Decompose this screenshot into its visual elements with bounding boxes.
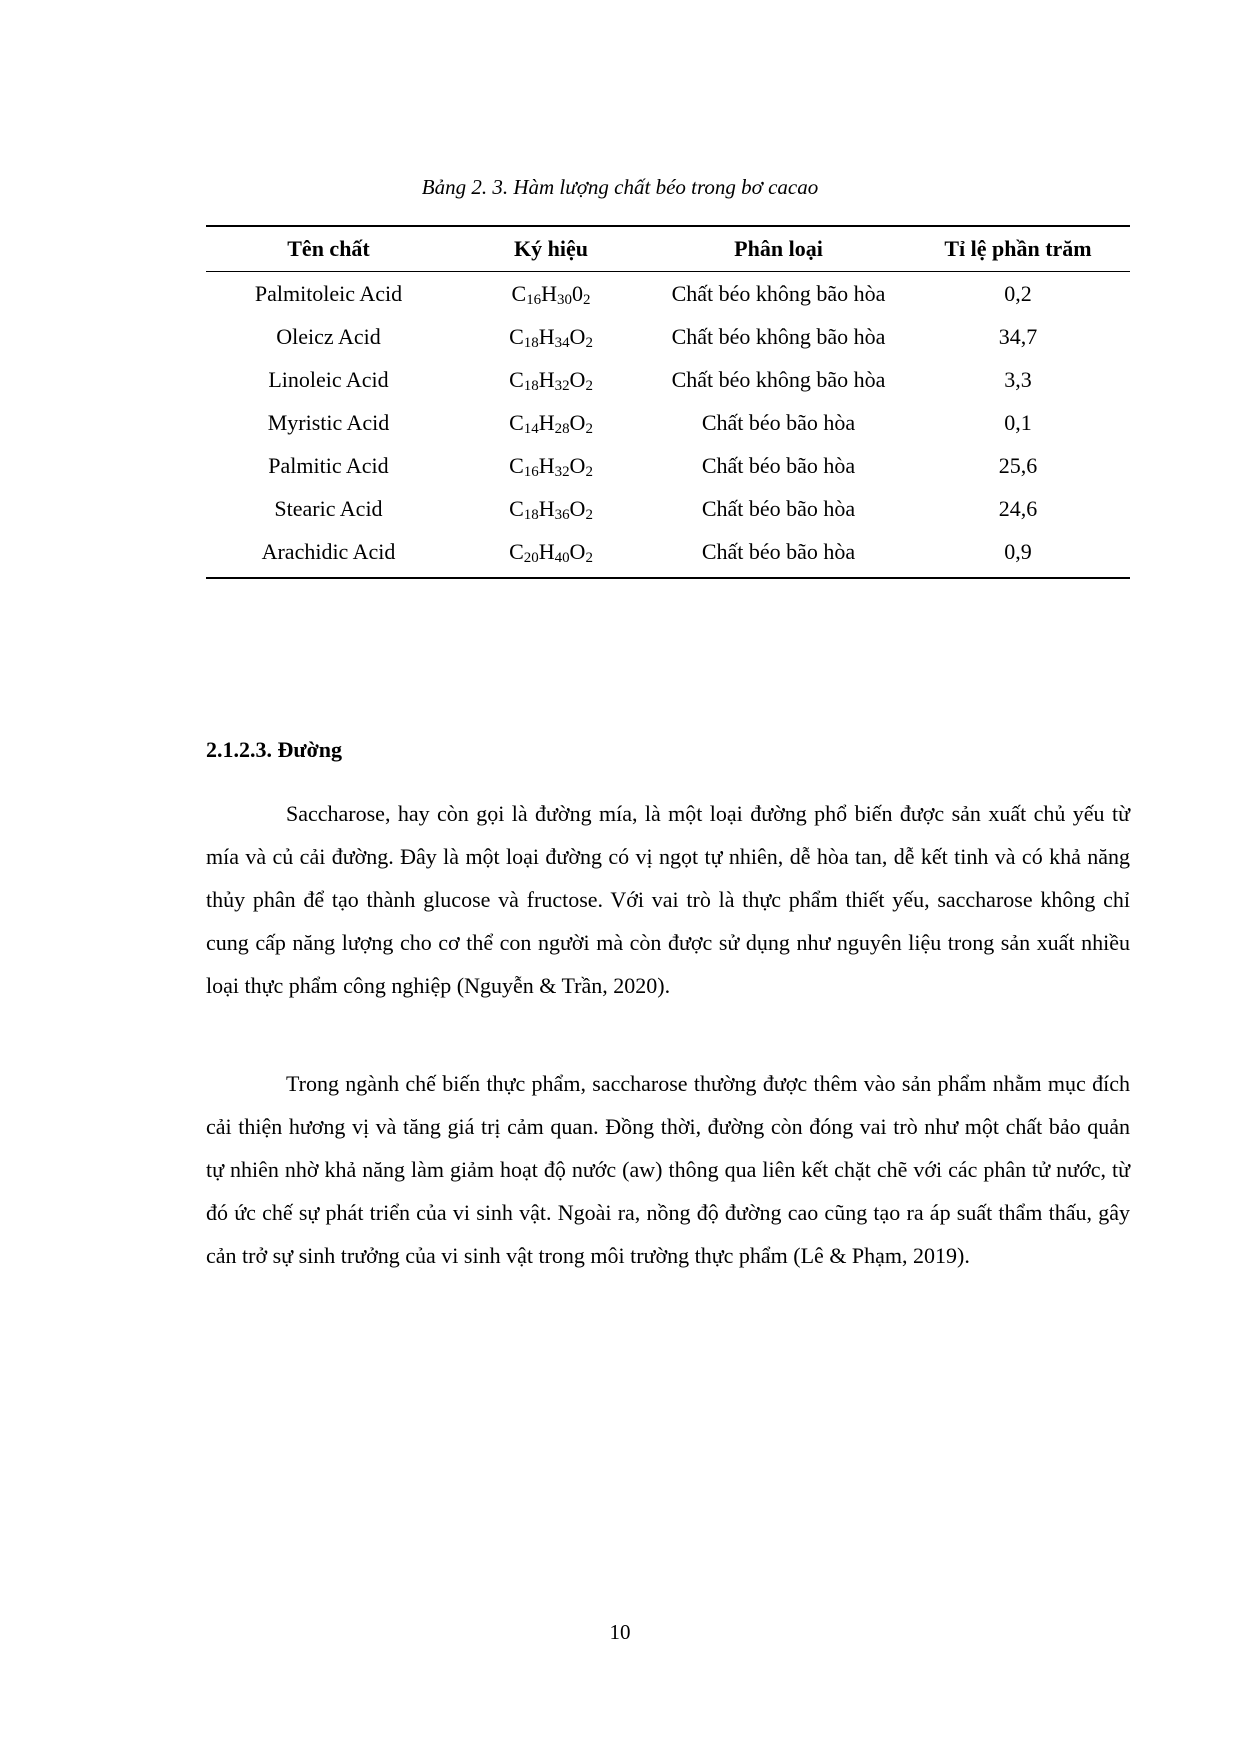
oxygen-count: 2 xyxy=(585,334,593,351)
cell-percent: 0,2 xyxy=(1004,281,1032,306)
oxygen-symbol: O xyxy=(569,496,586,521)
carbon-count: 18 xyxy=(523,506,539,523)
carbon-count: 18 xyxy=(523,377,539,394)
oxygen-symbol: 0 xyxy=(572,281,583,306)
oxygen-symbol: O xyxy=(569,324,586,349)
cell-type-text: Chất béo không bão hòa xyxy=(671,367,886,392)
cell-type xyxy=(651,401,906,444)
hydrogen-count: 36 xyxy=(554,506,570,523)
cell-percent: 3,3 xyxy=(1004,367,1032,392)
hydrogen-count: 32 xyxy=(554,377,570,394)
cell-type-text: Chất béo bão hòa xyxy=(701,410,856,435)
cell-percent: 0,1 xyxy=(1004,410,1032,435)
cell-type xyxy=(651,444,906,487)
header-symbol: Ký hiệu xyxy=(451,226,651,272)
oxygen-symbol: O xyxy=(569,410,586,435)
oxygen-count: 2 xyxy=(585,377,593,394)
cell-percent: 34,7 xyxy=(998,324,1038,349)
carbon-count: 14 xyxy=(523,420,539,437)
oxygen-count: 2 xyxy=(585,463,593,480)
cell-formula: $C_{18}H_{36}O_2$ xyxy=(509,496,593,523)
oxygen-symbol: O xyxy=(569,539,586,564)
cell-formula: $C_{16}H_{32}O_2$ xyxy=(509,453,593,480)
oxygen-count: 2 xyxy=(585,420,593,437)
table-caption: Bảng 2. 3. Hàm lượng chất béo trong bơ cacao xyxy=(421,175,819,199)
table-row xyxy=(206,272,1130,316)
cell-type xyxy=(651,272,906,316)
cell-name: Palmitic Acid xyxy=(268,453,389,478)
table-row xyxy=(206,401,1130,444)
oxygen-count: 2 xyxy=(583,291,591,308)
cell-type-text: Chất béo không bão hòa xyxy=(671,281,886,306)
cell-formula: $C_{20}H_{40}O_2$ xyxy=(451,530,651,578)
carbon-count: 20 xyxy=(523,549,539,566)
cell-name: Palmitoleic Acid xyxy=(254,281,403,306)
carbon-count: 16 xyxy=(523,463,539,480)
fat-content-table xyxy=(206,225,1130,579)
oxygen-count: 2 xyxy=(585,549,593,566)
page-number: 10 xyxy=(609,1620,631,1644)
header-type: Phân loại xyxy=(651,226,906,272)
cell-type xyxy=(651,358,906,401)
hydrogen-count: 30 xyxy=(557,291,572,308)
table-row xyxy=(206,444,1130,487)
cell-formula: $C_{16}H_{30}0_2$ xyxy=(511,281,591,308)
hydrogen-count: 40 xyxy=(554,549,570,566)
section-heading: 2.1.2.3. Đường xyxy=(206,737,343,762)
cell-formula: $C_{14}H_{28}O_2$ xyxy=(509,410,593,437)
table-header-row xyxy=(206,226,1130,272)
cell-type-text: Chất béo không bão hòa xyxy=(671,324,886,349)
cell-type xyxy=(651,487,906,530)
cell-type xyxy=(651,315,906,358)
cell-type-text: Chất béo bão hòa xyxy=(701,496,856,521)
oxygen-symbol: O xyxy=(569,453,586,478)
table-row xyxy=(206,315,1130,358)
cell-name: Myristic Acid xyxy=(267,410,390,435)
cell-formula: $C_{18}H_{32}O_2$ xyxy=(509,367,593,394)
header-name: Tên chất xyxy=(206,226,451,272)
paragraph: Trong ngành chế biến thực phẩm, saccharose thường được thêm vào sản phẩm nhằm mục đích cải thiện hương vị và tăng giá trị cảm quan. Đồng thời, đường còn đóng vai trò như một chất bảo quản tự nhiên nhờ khả năng làm giảm hoạt độ nước (aw) thông qua liên kết chặt chẽ với các phân tử nước, từ đó ức chế sự phát triển của vi sinh vật. Ngoài ra, nồng độ đường cao cũng tạo ra áp suất thẩm thấu, gây cản trở sự sinh trưởng của vi sinh vật trong môi trường thực phẩm (Lê & Phạm, 2019). xyxy=(206,1071,1130,1268)
cell-type-text: Chất béo bão hòa xyxy=(701,453,856,478)
hydrogen-count: 32 xyxy=(554,463,570,480)
cell-percent: 25,6 xyxy=(998,453,1038,478)
hydrogen-count: 34 xyxy=(554,334,570,351)
header-percent: Tỉ lệ phần trăm xyxy=(906,226,1130,272)
cell-name: Linoleic Acid xyxy=(268,367,389,392)
cell-name: Stearic Acid xyxy=(274,496,383,521)
hydrogen-count: 28 xyxy=(554,420,570,437)
paragraph: Saccharose, hay còn gọi là đường mía, là một loại đường phổ biến được sản xuất chủ yếu từ mía và củ cải đường. Đây là một loại đường có vị ngọt tự nhiên, dễ hòa tan, dễ kết tinh và có khả năng thủy phân để tạo thành glucose và fructose. Với vai trò là thực phẩm thiết yếu, saccharose không chỉ cung cấp năng lượng cho cơ thể con người mà còn được sử dụng như nguyên liệu trong sản xuất nhiều loại thực phẩm công nghiệp (Nguyễn & Trần, 2020). xyxy=(206,801,1130,998)
oxygen-count: 2 xyxy=(585,506,593,523)
table-row xyxy=(206,487,1130,530)
cell-percent: 0,9 xyxy=(906,530,1130,578)
cell-name: Arachidic Acid xyxy=(206,530,451,578)
carbon-count: 18 xyxy=(523,334,539,351)
carbon-count: 16 xyxy=(526,291,542,308)
table-row xyxy=(206,358,1130,401)
table-row xyxy=(206,530,1130,578)
cell-formula: $C_{18}H_{34}O_2$ xyxy=(509,324,593,351)
cell-percent: 24,6 xyxy=(998,496,1038,521)
cell-type xyxy=(651,530,906,578)
oxygen-symbol: O xyxy=(569,367,586,392)
cell-type-text: Chất béo bão hòa xyxy=(701,539,856,564)
cell-name: Oleicz Acid xyxy=(276,324,381,349)
